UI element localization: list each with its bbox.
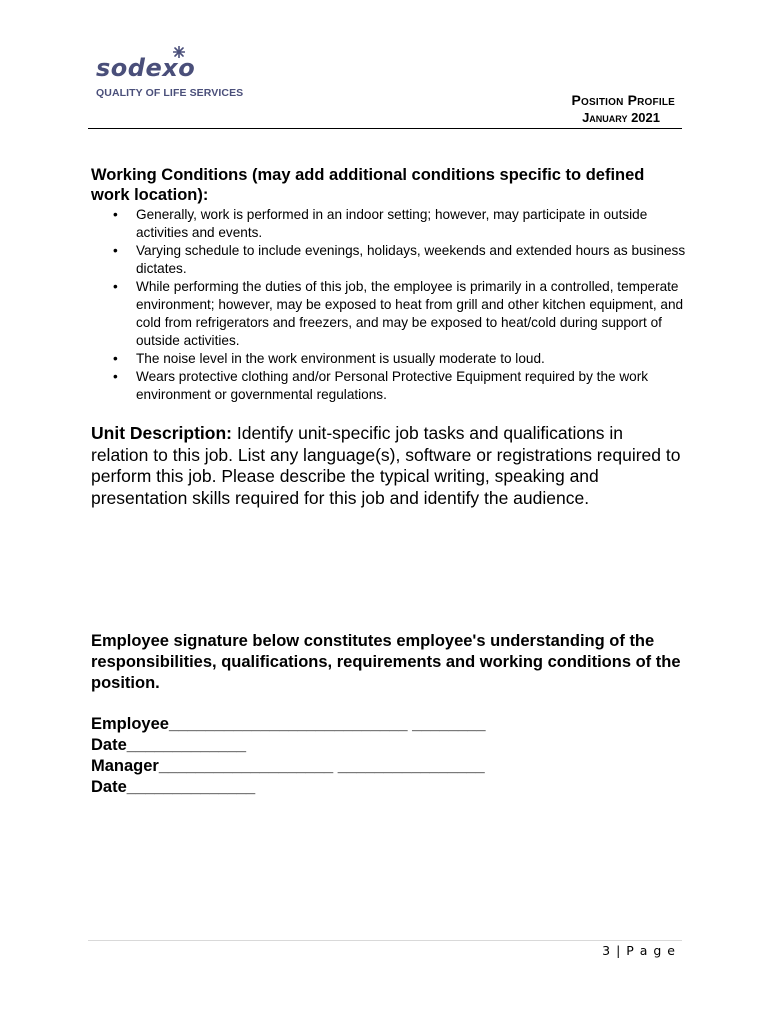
header-divider — [88, 128, 682, 129]
footer-divider — [88, 940, 682, 941]
manager-signature-line: Manager___________________ ________________ — [91, 757, 485, 775]
signature-block — [91, 714, 681, 798]
document-date: January 2021 — [582, 110, 660, 125]
working-conditions-heading: Working Conditions (may add additional conditions specific to defined work location): — [91, 166, 645, 204]
unit-description-text: Identify unit-specific job tasks and qualifications in relation to this job. List any language(s), software or registrations required to perform this job. Please describe the typical writing, speaking and presentation skills required for this job and identify the audience. — [91, 423, 681, 508]
list-item: • Varying schedule to include evenings, holidays, weekends and extended hours as business dictates. — [91, 242, 691, 278]
document-header — [571, 92, 675, 125]
page-number: 3 | P a g e — [602, 943, 676, 958]
document-title: Position Profile — [571, 92, 675, 108]
star-icon — [173, 46, 185, 58]
list-item: • While performing the duties of this job, the employee is primarily in a controlled, temperate environment; however, may be exposed to heat from grill and other kitchen equipment, and cold from refrigerators and freezers, and may be exposed to heat/cold during support of outside activities. — [91, 278, 691, 350]
employee-date-line: Date_____________ — [91, 736, 247, 754]
unit-description — [91, 423, 681, 509]
signature-statement: Employee signature below constitutes employee's understanding of the responsibilities, qualifications, requirements and working conditions of the position. — [91, 632, 681, 692]
list-item: • Wears protective clothing and/or Personal Protective Equipment required by the work environment or governmental regulations. — [91, 368, 691, 404]
list-item: • Generally, work is performed in an indoor setting; however, may participate in outside activities and events. — [91, 206, 691, 242]
list-item: • The noise level in the work environment is usually moderate to loud. — [91, 350, 691, 368]
manager-date-line: Date______________ — [91, 778, 256, 796]
employee-signature-line: Employee__________________________ ________ — [91, 715, 486, 733]
sodexo-logo — [94, 46, 254, 102]
working-conditions-list — [91, 206, 691, 404]
logo-wordmark: sodexo — [96, 54, 196, 82]
unit-description-label: Unit Description: — [91, 423, 232, 443]
logo-tagline: QUALITY OF LIFE SERVICES — [96, 87, 244, 99]
